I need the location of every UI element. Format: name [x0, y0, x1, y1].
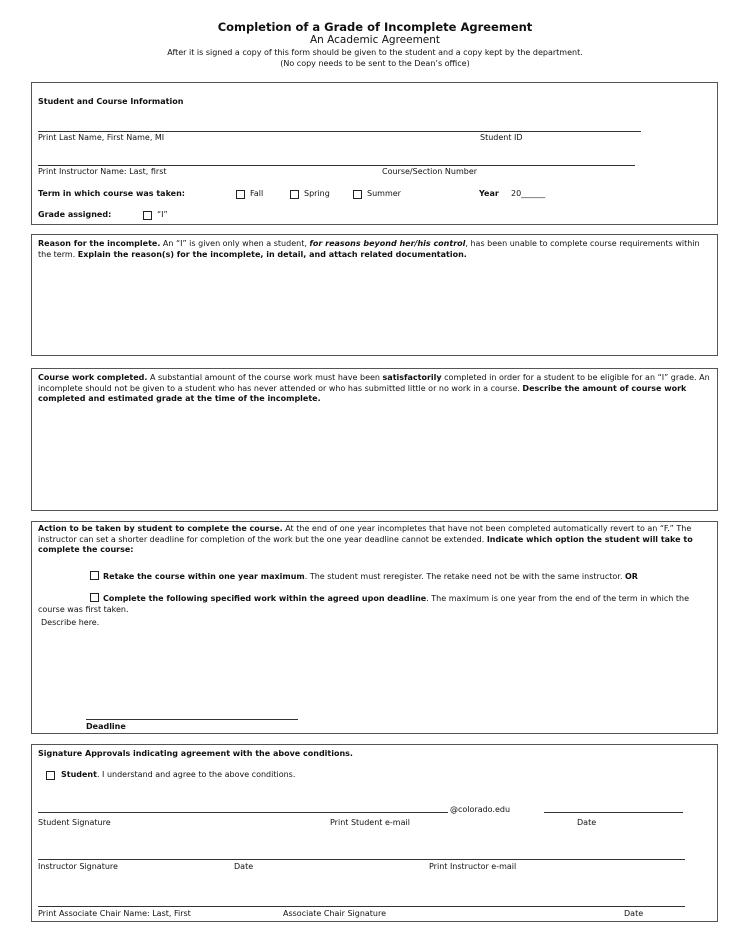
spring-label: Spring: [304, 189, 330, 198]
term-label: Term in which course was taken:: [38, 189, 185, 198]
student-name-label: Print Last Name, First Name, MI: [38, 133, 165, 142]
action-instruction: Indicate which option the student will take to complete the course:: [38, 534, 693, 554]
student-signature-label: Student Signature: [38, 818, 111, 827]
action-text-1: At the end of one year incompletes that have not been completed automatically revert to an “F.” The instructor can set a shorter deadline for completion of the work but the one year deadline cannot be extended.: [38, 524, 692, 544]
chair-name-label: Print Associate Chair Name: Last, First: [38, 909, 191, 918]
complete-work-checkbox[interactable]: [90, 593, 99, 602]
instructor-date-label: Date: [234, 862, 254, 871]
student-name-field[interactable]: [38, 131, 641, 132]
action-lead: Action to be taken by student to complete the course.: [38, 524, 283, 533]
fall-label: Fall: [250, 189, 264, 198]
deadline-label: Deadline: [86, 722, 126, 731]
student-agree-bold: Student: [61, 770, 97, 779]
copy-instructions: After it is signed a copy of this form should be given to the student and a copy kept by the department.: [167, 48, 583, 57]
coursework-text-1: A substantial amount of the course work must have been: [147, 373, 383, 382]
student-id-label: Student ID: [480, 133, 523, 142]
coursework-emphasis: satisfactorily: [382, 373, 442, 382]
student-agree-text: [61, 770, 295, 779]
spring-checkbox[interactable]: [290, 190, 299, 199]
form-subtitle: An Academic Agreement: [309, 34, 441, 46]
coursework-lead: Course work completed.: [38, 373, 148, 382]
summer-label: Summer: [367, 189, 401, 198]
reason-text-2: , has been unable to complete course requirements within the term.: [38, 239, 700, 259]
reason-text-1: An “I” is given only when a student,: [160, 239, 310, 248]
summer-checkbox[interactable]: [353, 190, 362, 199]
instructor-name-label: Print Instructor Name: Last, first: [38, 167, 167, 176]
deadline-field[interactable]: [86, 719, 298, 720]
chair-signature-label: Associate Chair Signature: [283, 909, 387, 918]
form-title: Completion of a Grade of Incomplete Agreement: [217, 20, 533, 34]
coursework-text-2: completed in order for a student to be eligible for an “I” grade. An incomplete should not be given to a student who has never attended or who has submitted little or no work in a course.: [38, 373, 710, 393]
describe-label: Describe here.: [41, 618, 100, 627]
student-agree-rest: . I understand and agree to the above conditions.: [96, 770, 296, 779]
chair-date-label: Date: [624, 909, 644, 918]
grade-option-label: “I”: [157, 210, 168, 219]
retake-checkbox[interactable]: [90, 571, 99, 580]
or-label: OR: [624, 572, 638, 581]
coursework-text: [38, 373, 710, 405]
dean-note: (No copy needs to be sent to the Dean’s office): [280, 59, 470, 68]
instructor-email-label: Print Instructor e-mail: [429, 862, 517, 871]
instructor-signature-field[interactable]: [38, 859, 685, 860]
reason-emphasis: for reasons beyond her/his control: [309, 239, 466, 248]
student-agree-checkbox[interactable]: [46, 771, 55, 780]
reason-lead: Reason for the incomplete.: [38, 239, 161, 248]
instructor-course-field[interactable]: [38, 165, 635, 166]
action-section: [31, 521, 718, 734]
option-retake: [38, 571, 710, 583]
instructor-signature-label: Instructor Signature: [38, 862, 118, 871]
coursework-instruction: Describe the amount of course work completed and estimated grade at the time of the incomplete.: [38, 383, 687, 403]
complete-work-text: . The maximum is one year from the end of the term in which the course was first taken.: [38, 594, 690, 614]
student-course-section: [31, 82, 718, 225]
student-signature-field[interactable]: [38, 812, 448, 813]
grade-i-checkbox[interactable]: [143, 211, 152, 220]
complete-work-label: Complete the following specified work within the agreed upon deadline: [103, 594, 427, 603]
option-complete: [38, 593, 710, 615]
email-domain: @colorado.edu: [450, 805, 511, 814]
year-field[interactable]: 20______: [511, 189, 546, 198]
grade-label: Grade assigned:: [38, 210, 112, 219]
fall-checkbox[interactable]: [236, 190, 245, 199]
signature-section: [31, 744, 718, 922]
student-email-label: Print Student e-mail: [330, 818, 410, 827]
action-text: [38, 524, 710, 556]
student-date-label: Date: [577, 818, 597, 827]
reason-text: [38, 239, 710, 260]
chair-signature-field[interactable]: [38, 906, 685, 907]
year-label: Year: [479, 189, 499, 198]
course-section-label: Course/Section Number: [382, 167, 478, 176]
section-heading: Student and Course Information: [38, 97, 184, 106]
retake-label: Retake the course within one year maximum: [103, 572, 305, 581]
coursework-section[interactable]: [31, 368, 718, 511]
retake-text: . The student must reregister. The retake need not be with the same instructor.: [304, 572, 623, 581]
student-date-field[interactable]: [544, 812, 683, 813]
reason-section[interactable]: [31, 234, 718, 356]
signature-heading: Signature Approvals indicating agreement with the above conditions.: [38, 749, 353, 758]
reason-instruction: Explain the reason(s) for the incomplete, in detail, and attach related documentation.: [77, 249, 467, 259]
